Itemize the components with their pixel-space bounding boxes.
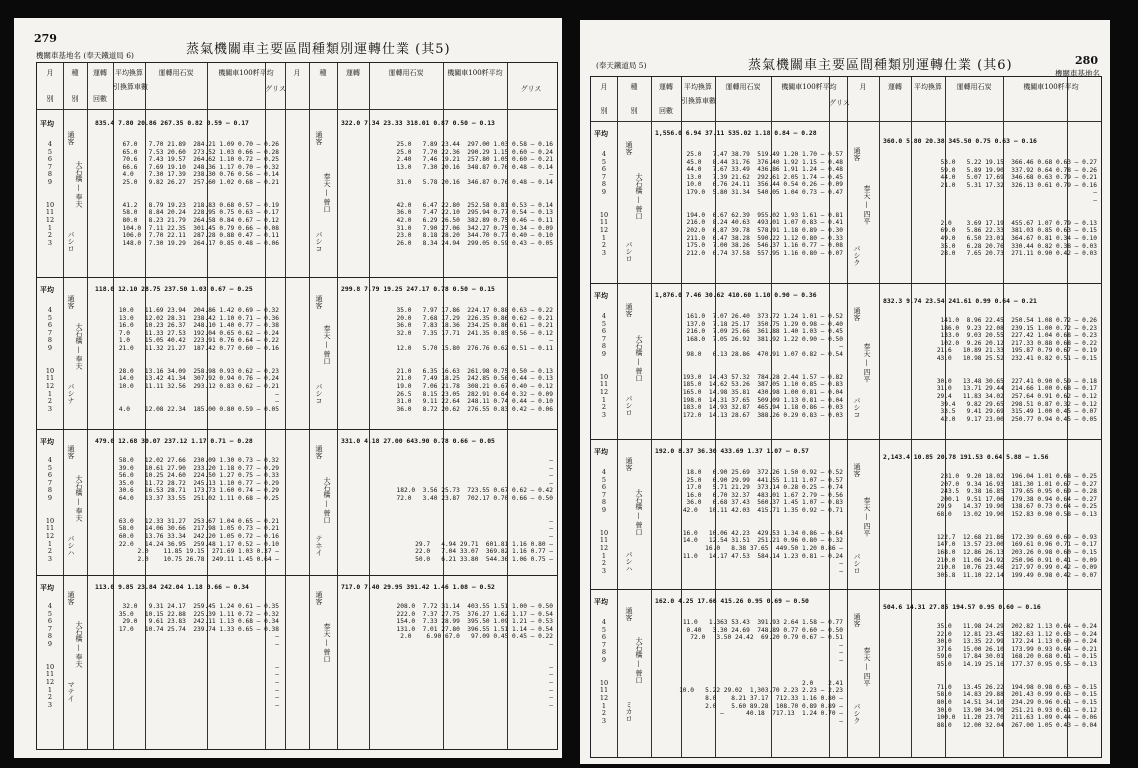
header-month2: 別 <box>46 95 54 103</box>
header-runs: 運轉 <box>93 69 107 77</box>
train-kind: 通客 <box>67 131 75 145</box>
train-kind: 通客 <box>315 591 323 605</box>
month-rows: 18.0 6.90 25.69 372.26 1.50 0.92 — 0.52 25.0 6.90 29.99 441.55 1.11 1.07 — 0.57 17.0 5.71 21.29 373.14 0.28 0.25 — 0.74 16.0 6.70 32.37 483.01 1.67 2.79 — 0.56 36.0 6.68 37.43 560.37 1.45 1.07 — 0.83 42.0 10.11 42.03 415.71 1.35 0.92 — 0.71 16.0 10.06 42.23 429.53 1.34 0.86 — 0.64 14.0 12.54 31.51 251.21 0.96 0.80 — 0.32 16.0 8.38 37.65 449.50 1.20 0.86 — 11.0 14.17 47.53 584.14 1.23 0.81 — 0.24 — — <box>682 469 843 575</box>
route-name: 奉天 — 四平 <box>863 497 871 537</box>
block-average: 360.0 5.80 20.38 345.50 0.75 0.63 — 0.16 <box>883 137 1037 145</box>
header-oil-b: 機關車100粁平均 <box>1023 83 1079 91</box>
month-list: 4 5 6 7 8 9 10 11 12 1 2 3 <box>599 150 609 257</box>
header-type: 種 <box>71 69 79 77</box>
locomotive-type: パシコ <box>315 383 323 404</box>
route-name: 奉天 — 四平 <box>863 647 871 687</box>
average-label: 平均 <box>40 437 54 446</box>
month-list: 4 5 6 7 8 9 10 11 12 1 2 3 <box>45 456 55 563</box>
page-number: 279 <box>34 32 57 45</box>
train-kind: 通客 <box>853 307 861 321</box>
train-kind: 通客 <box>625 141 633 155</box>
month-rows: 141.0 8.96 22.45 250.54 1.08 0.72 — 0.26 186.0 9.23 22.08 239.15 1.00 0.72 — 0.23 133.0 9.03 20.55 227.42 1.04 0.68 — 0.23 102.0 9.26 20.12 217.33 0.88 0.68 — 0.22 21.6 10.89 21.33 195.87 0.79 0.67 — 0.19 43.0 10.98 25.52 232.41 0.82 0.51 — 0.15 30.0 13.48 30.65 227.41 0.90 0.59 — 0.18 31.0 13.71 29.44 214.66 1.00 0.68 — 0.17 29.4 11.83 34.02 257.64 0.91 0.62 — 0.12 39.4 9.82 29.65 298.51 0.87 0.32 — 0.12 33.5 9.41 29.69 315.49 1.00 0.45 — 0.07 42.0 9.17 23.00 250.77 0.94 0.45 — 0.05 <box>936 317 1097 423</box>
route-name: 大石橋 — 奉天 <box>75 621 83 668</box>
header-month2: 別 <box>600 107 608 115</box>
train-kind: 通客 <box>853 147 861 161</box>
page-title: 蒸氣機關車主要區間種類別運轉仕業 (其6) <box>748 58 1013 73</box>
block-average: 118.0 12.10 28.75 237.50 1.03 0.67 — 0.25 <box>95 285 253 293</box>
month-rows: 25.0 7.47 38.79 519.49 1.20 1.70 — 0.57 45.0 8.44 31.76 376.40 1.92 1.15 — 0.48 44.0 7.67 33.49 436.86 1.91 1.24 — 0.48 13.0 7.39 21.62 292.61 2.05 1.74 — 0.45 10.0 6.76 24.11 356.44 0.54 0.26 — 0.09 179.0 5.80 31.34 540.05 1.04 0.73 — 0.47 194.0 6.67 62.39 955.02 1.93 1.61 — 0.81 216.0 8.24 40.63 493.01 1.07 0.83 — 0.41 202.0 6.87 39.78 578.91 1.18 0.89 — 0.30 211.0 6.47 38.28 590.22 1.12 0.80 — 0.33 175.0 7.00 38.26 546.37 1.16 0.77 — 0.08 212.0 6.74 37.58 557.95 1.16 0.80 — 0.07 <box>686 151 843 257</box>
month-rows: 35.0 7.97 17.86 224.17 0.88 0.63 — 0.22 20.0 7.68 17.29 226.35 0.86 0.62 — 0.21 36.0 7.83 18.36 234.25 0.86 0.61 — 0.21 32.0 7.35 17.71 241.35 0.85 0.56 — 0.12 — 12.0 5.70 15.80 276.76 0.62 0.51 — 0.11 21.0 6.35 16.63 261.98 0.75 0.50 — 0.13 21.0 7.49 18.25 242.85 0.56 0.44 — 0.13 19.0 7.06 21.78 308.21 0.67 0.40 — 0.12 26.5 8.15 23.05 282.91 0.64 0.32 — 0.09 31.0 9.11 22.64 248.11 0.74 0.44 — 0.10 36.0 8.72 20.62 276.55 0.83 0.42 — 0.06 <box>396 307 553 413</box>
month-rows: 53.0 5.22 19.15 366.46 0.68 0.63 — 0.27 59.0 5.89 19.90 337.92 0.64 0.78 — 0.26 44.0 5.07 17.69 346.68 0.63 0.79 — 0.21 21.0 5.31 17.32 326.13 0.61 0.79 — 0.16 — — 2.0 3.69 17.19 455.67 1.07 0.79 — 0.13 69.0 5.86 22.33 381.03 0.85 0.63 — 0.15 49.0 6.50 23.01 364.67 0.81 0.34 — 0.10 35.0 6.28 20.76 330.44 0.82 0.38 — 0.03 28.0 7.65 20.73 271.11 0.90 0.42 — 0.03 <box>940 159 1097 258</box>
route-name: 大石橋 — 奉天 <box>75 161 83 208</box>
train-kind: 通客 <box>315 445 323 459</box>
month-list: 4 5 6 7 8 9 10 11 12 1 2 3 <box>599 618 609 725</box>
month-rows: 32.0 9.31 24.17 259.45 1.24 0.61 — 0.35 35.0 10.15 22.88 225.39 1.11 0.72 — 0.32 29.0 9.61 23.83 242.11 1.13 0.68 — 0.34 17.0 10.74 25.74 239.74 1.33 0.65 — 0.38 — — — — — — — — <box>118 603 279 709</box>
train-kind: 通客 <box>67 295 75 309</box>
month-rows: 58.0 12.02 27.66 230.09 1.30 0.73 — 0.32 39.0 10.61 27.90 233.20 1.18 0.77 — 0.29 56.0 10.25 24.60 224.50 1.27 0.75 — 0.33 35.0 11.72 28.72 245.13 1.10 0.77 — 0.29 30.6 16.53 28.71 173.73 1.60 0.74 — 0.29 64.0 13.37 33.55 251.02 1.11 0.68 — 0.25 63.0 12.33 31.27 253.67 1.04 0.65 — 0.21 58.0 14.06 30.66 217.98 1.05 0.73 — 0.21 60.0 13.76 33.34 242.20 1.05 0.72 — 0.16 22.0 14.24 36.95 259.48 1.17 0.52 — 0.10 2.0 11.85 19.15 271.69 1.03 0.37 — 2.0 10.75 26.78 249.11 1.45 0.64 — <box>118 457 279 563</box>
header-coal-b: 運轉用石炭 <box>388 69 424 77</box>
data-table <box>36 62 558 750</box>
locomotive-type: マテイ <box>67 681 75 702</box>
header-oil-b: 機關車100粁平均 <box>447 69 503 77</box>
block-average: 113.0 9.85 23.84 242.04 1.18 0.66 — 0.34 <box>95 583 249 591</box>
month-rows: — — — — 182.0 3.56 25.73 723.55 0.67 0.62 — 0.42 72.0 3.40 23.87 702.17 0.70 0.66 — 0.50 — — — 29.7 4.94 29.71 601.81 1.16 0.80 — 22.0 7.04 33.07 369.82 1.16 0.77 — 50.0 6.21 33.80 544.36 1.06 0.75 — <box>396 457 553 563</box>
header-coal: 運轉用石炭 <box>158 69 194 77</box>
block-average: 162.0 4.25 17.66 415.26 0.95 0.69 — 0.50 <box>655 597 809 605</box>
average-label: 平均 <box>40 119 54 128</box>
average-label: 平均 <box>40 583 54 592</box>
block-average: 1,556.0 6.94 37.11 535.02 1.18 0.84 — 0.28 <box>655 129 817 137</box>
train-kind: 通客 <box>67 445 75 459</box>
page-title: 蒸氣機關車主要區間種類別運轉仕業 (其5) <box>186 42 451 57</box>
train-kind: 通客 <box>853 463 861 477</box>
block-average: 835.4 7.80 20.86 267.35 0.82 0.59 — 0.17 <box>95 119 249 127</box>
locomotive-type: パシロ <box>625 395 633 416</box>
block-average: 717.0 7.40 29.95 391.42 1.46 1.08 — 0.52 <box>341 583 495 591</box>
block-average: 299.8 7.79 19.25 247.17 0.78 0.50 — 0.15 <box>341 285 495 293</box>
month-rows: 67.0 7.70 21.89 284.21 1.09 0.70 — 0.26 65.0 7.53 20.60 273.52 1.03 0.66 — 0.28 70.6 7.43 19.57 264.62 1.10 0.72 — 0.25 66.6 7.69 19.10 248.36 1.17 0.70 — 0.32 4.0 7.30 17.39 238.30 0.76 0.56 — 0.14 25.0 9.82 26.27 257.60 1.02 0.68 — 0.21 41.2 8.79 19.23 218.83 0.68 0.57 — 0.19 58.0 8.84 20.24 228.95 0.75 0.63 — 0.17 80.0 8.23 21.79 264.58 0.84 0.67 — 0.12 104.0 7.11 22.35 301.45 0.79 0.66 — 0.08 106.0 7.70 22.11 287.28 0.88 0.47 — 0.11 148.0 7.30 19.29 264.17 0.85 0.48 — 0.06 <box>122 141 279 247</box>
header-month: 月 <box>600 83 608 91</box>
header-avg2: 引換算車數 <box>681 97 716 105</box>
header-avg-b: 平均換算 <box>914 83 942 91</box>
locomotive-type: パシハ <box>625 551 633 572</box>
route-name: 大石橋 — 營口 <box>635 335 643 382</box>
month-list: 4 5 6 7 8 9 10 11 12 1 2 3 <box>45 602 55 709</box>
data-table <box>590 76 1102 758</box>
locomotive-type: パシコ <box>853 397 861 418</box>
header-runs2: 回數 <box>659 107 673 115</box>
route-name: 奉天 — 四平 <box>863 185 871 225</box>
route-name: 奉天 — 營口 <box>323 325 331 365</box>
route-name: 大石橋 — 營口 <box>635 173 643 220</box>
header-type2: 別 <box>71 95 79 103</box>
block-average: 1,876.0 7.46 30.62 410.60 1.10 0.90 — 0.36 <box>655 291 817 299</box>
average-label: 平均 <box>594 291 608 300</box>
route-name: 大石橋 — 營口 <box>323 477 331 524</box>
block-average: 331.0 4.18 27.00 643.90 0.78 0.66 — 0.05 <box>341 437 495 445</box>
header-avg: 平均換算 <box>115 69 143 77</box>
route-name: 大石橋 — 營口 <box>635 637 643 684</box>
average-label: 平均 <box>594 597 608 606</box>
route-name: 奉天 — 營口 <box>323 623 331 663</box>
month-rows: 25.0 7.89 23.44 297.00 1.03 0.58 — 0.16 25.0 7.70 22.36 290.29 1.15 0.60 — 0.24 2.40 7.46 19.21 257.80 1.05 0.60 — 0.21 13.0 7.30 20.16 348.87 0.76 0.48 — 0.14 — 31.0 5.78 20.16 346.87 0.76 0.48 — 0.14 42.0 6.47 22.80 252.58 0.81 0.53 — 0.14 36.0 7.47 22.10 295.94 0.77 0.54 — 0.13 42.0 6.29 26.50 382.89 0.75 0.46 — 0.11 31.0 7.90 27.06 342.27 0.75 0.34 — 0.09 23.0 8.18 28.20 344.70 0.77 0.40 — 0.10 26.0 8.34 24.94 299.05 0.59 0.43 — 0.05 <box>396 141 553 247</box>
header-type: 種 <box>630 83 638 91</box>
month-list: 4 5 6 7 8 9 10 11 12 1 2 3 <box>599 312 609 419</box>
header-month: 月 <box>46 69 54 77</box>
locomotive-type: パシロ <box>67 231 75 252</box>
locomotive-type: パシク <box>853 703 861 724</box>
average-label: 平均 <box>40 285 54 294</box>
header-runs2: 回數 <box>93 95 107 103</box>
route-name: 大石橋 — 奉天 <box>75 475 83 522</box>
header-coal-b: 運轉用石炭 <box>956 83 992 91</box>
month-rows: 161.0 7.07 26.40 373.72 1.24 1.01 — 0.52 137.0 7.18 25.17 350.75 1.29 0.98 — 0.40 216.0 7.09 25.66 361.88 1.40 1.03 — 0.45 168.0 7.05 26.92 381.92 1.22 0.90 — 0.50 — 98.0 6.13 28.86 470.91 1.07 0.82 — 0.54 193.0 14.43 57.32 784.28 2.44 1.57 — 0.82 185.0 14.62 53.26 387.05 1.10 0.85 — 0.83 165.0 14.98 35.81 430.98 1.00 0.81 — 0.04 198.0 14.31 37.65 509.09 1.13 0.81 — 0.04 183.0 14.93 32.87 465.94 1.18 0.86 — 0.03 172.0 14.13 28.67 388.26 0.29 0.83 — 0.03 <box>682 313 843 419</box>
locomotive-type: パシハ <box>67 535 75 556</box>
header-avg: 平均換算 <box>684 83 712 91</box>
month-rows: 10.0 11.69 23.94 204.86 1.42 0.69 — 0.32 13.0 12.02 28.31 238.42 1.10 0.71 — 0.36 16.0 10.23 26.37 248.10 1.40 0.77 — 0.38 7.0 11.33 27.53 192.04 0.65 0.62 — 0.24 1.0 15.05 40.42 223.91 0.76 0.64 — 0.22 21.0 11.32 21.27 187.42 0.77 0.60 — 0.16 28.0 13.16 34.09 258.98 0.93 0.62 — 0.23 14.0 13.42 41.34 307.92 0.94 0.76 — 0.24 10.0 11.11 32.56 293.12 0.83 0.62 — 0.21 — — 4.0 12.08 22.34 185.00 0.80 0.59 — 0.05 <box>118 307 279 413</box>
locomotive-type: パシナ <box>67 383 75 404</box>
month-list: 4 5 6 7 8 9 10 11 12 1 2 3 <box>599 468 609 575</box>
header-type-b: 種 <box>319 69 327 77</box>
route-name: 大石橋 — 奉天 <box>75 323 83 370</box>
header-month-b: 月 <box>859 83 867 91</box>
month-list: 4 5 6 7 8 9 10 11 12 1 2 3 <box>45 140 55 247</box>
locomotive-type: ミカロ <box>625 701 633 722</box>
train-kind: 通客 <box>853 613 861 627</box>
month-rows: 231.0 9.20 18.02 196.04 1.01 0.68 — 0.25 207.0 9.34 16.93 181.30 1.01 0.67 — 0.27 243.5 9.38 16.85 179.65 0.95 0.69 — 0.28 200.1 9.51 17.06 179.38 0.94 0.64 — 0.27 29.9 14.37 19.90 138.67 0.73 0.64 — 0.25 68.0 13.02 19.90 152.83 0.90 0.58 — 0.13 122.7 12.68 21.86 172.39 0.69 0.69 — 0.93 147.0 13.57 23.00 169.61 0.96 0.71 — 0.17 168.0 12.86 26.13 203.26 0.98 0.60 — 0.15 210.0 11.06 24.92 250.96 0.91 0.41 — 0.09 210.0 10.76 23.46 217.97 0.99 0.42 — 0.09 305.8 11.10 22.14 199.49 0.98 0.42 — 0.07 <box>936 473 1097 579</box>
header-grease-b: グリス <box>520 85 542 93</box>
block-average: 322.0 7.34 23.33 318.01 0.87 0.50 — 0.13 <box>341 119 495 127</box>
header-grease: グリス <box>265 85 286 93</box>
header-coal: 運轉用石炭 <box>725 83 761 91</box>
train-kind: 通客 <box>625 607 633 621</box>
month-list: 4 5 6 7 8 9 10 11 12 1 2 3 <box>45 306 55 413</box>
average-label: 平均 <box>594 129 608 138</box>
block-average: 504.6 14.31 27.85 194.57 0.95 0.60 — 0.16 <box>883 603 1041 611</box>
page-subheader: (奉天鐵道局 5) <box>596 61 647 70</box>
train-kind: 通客 <box>625 457 633 471</box>
train-kind: 通客 <box>67 591 75 605</box>
block-average: 2,143.4 10.85 20.78 191.53 0.64 5.88 — 1.56 <box>883 453 1049 461</box>
month-rows: 35.0 11.98 24.29 202.82 1.13 0.64 — 0.24 22.0 12.81 23.45 182.63 1.12 0.63 — 0.24 30.0 13.35 22.99 172.24 1.13 0.60 — 0.24 37.6 15.00 26.10 173.99 0.93 0.64 — 0.21 59.0 17.84 30.01 168.20 0.68 0.61 — 0.15 85.0 14.19 25.16 177.37 0.95 0.55 — 0.13 71.0 13.45 26.22 194.98 0.98 0.63 — 0.15 58.0 14.83 29.88 201.43 0.99 0.63 — 0.15 80.0 14.51 34.10 234.29 0.96 0.61 — 0.15 30.0 13.90 34.90 251.21 0.93 0.61 — 0.12 100.0 11.20 23.70 211.63 1.09 0.44 — 0.06 88.0 12.00 32.04 267.00 1.05 0.43 — 0.04 <box>936 623 1097 729</box>
header-month-b: 月 <box>293 69 301 77</box>
page-subheader: 機關車基地名 (奉天鐵道局 6) <box>36 51 134 60</box>
month-rows: 11.0 1.363 53.43 391.93 2.64 1.58 — 0.77 0.40 3.30 24.69 748.89 0.77 0.60 — 0.50 72.0 3.50 24.42 69.20 0.79 0.67 — 0.51 — — — 2.0 2.41 10.0 5.22 29.02 1,303.70 2.23 2.23 — 2.23 8.0 8.21 37.17 712.33 1.16 0.80 — 2.0 5.60 89.28 108.70 0.89 0.89 — — 40.18 717.13 1.24 0.70 — — <box>679 619 843 725</box>
block-average: 192.0 8.37 36.30 433.69 1.37 1.07 — 0.57 <box>655 447 809 455</box>
locomotive-type: パシロ <box>853 553 861 574</box>
page-number: 280 <box>1075 54 1098 67</box>
block-average: 479.0 12.68 30.07 237.12 1.17 0.71 — 0.28 <box>95 437 253 445</box>
header-grease: グリス <box>829 99 850 107</box>
route-name: 大石橋 — 營口 <box>635 489 643 536</box>
header-runs: 運轉 <box>659 83 673 91</box>
train-kind: 通客 <box>625 303 633 317</box>
train-kind: 通客 <box>315 295 323 309</box>
right-page <box>580 20 1110 764</box>
route-name: 奉天 — 四平 <box>863 343 871 383</box>
page-subheader: 機關車基地名 <box>1055 69 1100 78</box>
header-runs-b: 運轉 <box>888 83 902 91</box>
header-oil: 機關車100粁平均 <box>218 69 274 77</box>
block-average: 832.3 9.74 23.54 241.61 0.99 0.64 — 0.21 <box>883 297 1037 305</box>
header-avg2: 引換算車數 <box>113 83 148 91</box>
header-runs-b: 運轉 <box>346 69 360 77</box>
route-name: 奉天 — 營口 <box>323 173 331 213</box>
locomotive-type: パシク <box>853 245 861 266</box>
locomotive-type: パシロ <box>625 241 633 262</box>
month-rows: 208.0 7.72 31.14 403.55 1.51 1.00 — 0.50 222.0 7.37 27.75 376.27 1.62 1.17 — 0.54 154.0 7.33 28.99 395.50 1.09 1.21 — 0.53 131.0 7.01 27.80 396.55 1.51 1.14 — 0.54 2.0 6.90 67.0 97.09 0.45 0.45 — 0.22 — — — — — — — <box>396 603 553 709</box>
header-oil: 機關車100粁平均 <box>781 83 837 91</box>
left-page <box>14 18 562 758</box>
average-label: 平均 <box>594 447 608 456</box>
train-kind: 通客 <box>315 131 323 145</box>
locomotive-type: テホイ <box>315 535 323 556</box>
locomotive-type: パシコ <box>315 231 323 252</box>
header-type2: 別 <box>630 107 638 115</box>
